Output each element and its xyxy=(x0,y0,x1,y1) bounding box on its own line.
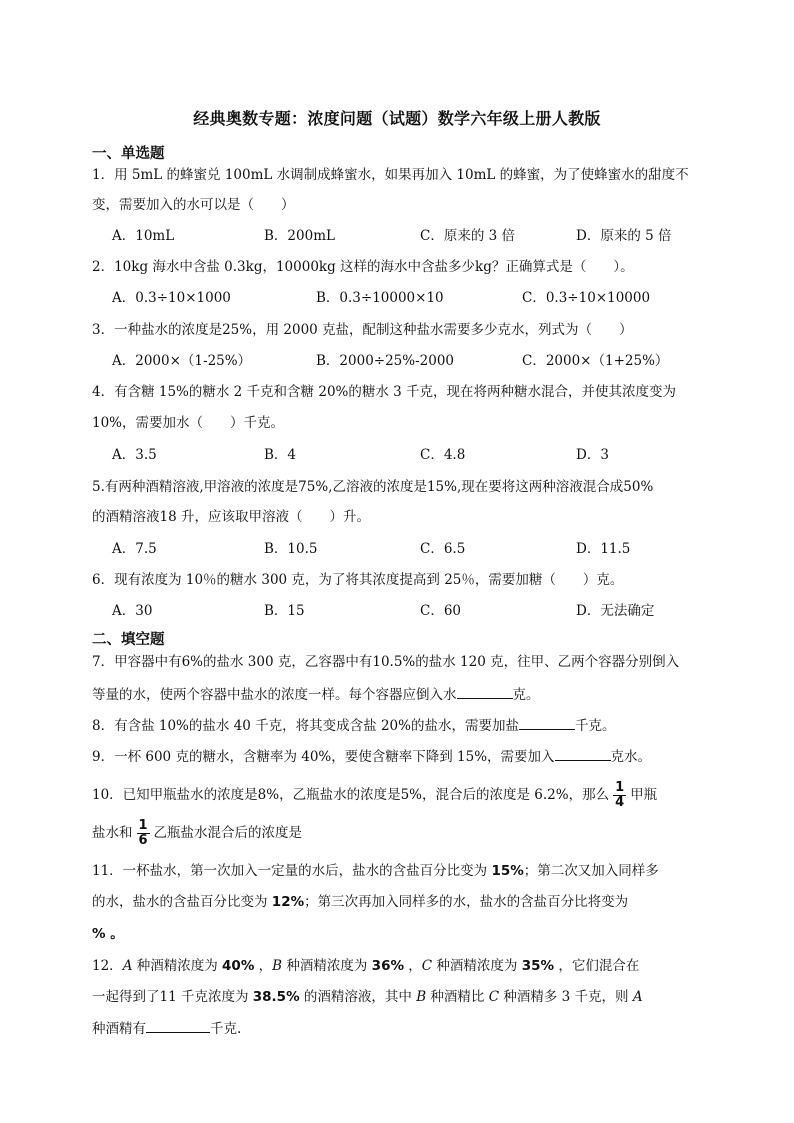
question-6-option-b: B．15 xyxy=(264,603,305,619)
question-8-line-1 xyxy=(92,715,615,736)
question-1-option-b: B．200mL xyxy=(264,228,335,244)
fraction-one-quarter: $\frac{1}{4}$ xyxy=(615,780,625,810)
question-6-option-c: C．60 xyxy=(420,603,462,619)
question-8-answer-blank[interactable] xyxy=(519,715,575,730)
question-10-text-a: 10．已知甲瓶盐水的浓度是8%，乙瓶盐水的浓度是5%，混合后的浓度是 6.2%，那么 xyxy=(92,787,610,803)
variable-a: A xyxy=(122,958,133,974)
question-1-option-a: A．10mL xyxy=(112,228,175,244)
question-1-option-c: C．原来的 3 倍 xyxy=(420,228,516,244)
question-10-text-c: 盐水和 xyxy=(92,825,133,841)
question-6-line-1: 6．现有浓度为 10％的糖水 300 克，为了将其浓度提高到 25％，需要加糖（ ）克。 xyxy=(92,572,624,588)
question-4-line-1: 4．有含糖 15%的糖水 2 千克和含糖 20%的糖水 3 千克，现在将两种糖水混合，并使其浓度变为 xyxy=(92,384,677,400)
question-5-option-b: B．10.5 xyxy=(264,541,318,557)
question-1-line-1: 1．用 5mL 的蜂蜜兑 100mL 水调制成蜂蜜水，如果再加入 10mL 的蜂蜜，为了使蜂蜜水的甜度不 xyxy=(92,167,689,183)
question-5-line-1: 5.有两种酒精溶液,甲溶液的浓度是75%,乙溶液的浓度是15%,现在要将这两种溶液混合成50% xyxy=(92,479,654,495)
question-8-text-a: 8．有含盐 10%的盐水 40 千克，将其变成含盐 20%的盐水，需要加盐 xyxy=(92,718,519,734)
question-10-text-b: 甲瓶 xyxy=(630,787,658,803)
question-8-text-b: 千克。 xyxy=(574,718,616,734)
question-4-option-b: B．4 xyxy=(264,447,297,463)
question-4-line-2: 10%，需要加水（ ）千克。 xyxy=(92,415,285,431)
question-3-option-c: C．2000×（1+25%） xyxy=(522,353,669,369)
question-3-option-b: B．2000÷25%-2000 xyxy=(316,353,455,369)
variable-b: B xyxy=(272,958,283,974)
question-9-line-1 xyxy=(92,746,651,767)
question-9-text-a: 9．一杯 600 克的糖水，含糖率为 40%，要使含糖率下降到 15%，需要加入 xyxy=(92,749,555,765)
question-9-text-b: 克水。 xyxy=(610,749,652,765)
question-10-text-d: 乙瓶盐水混合后的浓度是 xyxy=(153,825,303,841)
question-1-option-d: D．原来的 5 倍 xyxy=(576,228,672,244)
question-11-line-1: 11．一杯盐水，第一次加入一定量的水后，盐水的含盐百分比变为 15%；第二次又加入同样多 xyxy=(92,863,659,879)
question-7-text-b: 克。 xyxy=(512,687,540,703)
question-10-line-2 xyxy=(92,818,302,848)
question-4-option-c: C．4.8 xyxy=(420,447,466,463)
question-6-option-a: A．30 xyxy=(112,603,153,619)
document-title: 经典奥数专题：浓度问题（试题）数学六年级上册人教版 xyxy=(193,109,601,128)
question-10-line-1 xyxy=(92,780,657,810)
question-9-answer-blank[interactable] xyxy=(555,746,611,761)
question-5-line-2: 的酒精溶液18 升，应该取甲溶液（ ）升。 xyxy=(92,509,370,525)
question-12-line-2: 一起得到了11 千克浓度为 38.5% 的酒精溶液，其中 B 种酒精比 C 种酒精多 3 千克，则 A xyxy=(92,989,643,1005)
question-7-text-a: 等量的水，使两个容器中盐水的浓度一样。每个容器应倒入水 xyxy=(92,687,457,703)
question-11-value-12: 12% xyxy=(271,894,305,910)
question-1-line-2: 变，需要加入的水可以是（ ） xyxy=(92,197,295,213)
variable-c: C xyxy=(421,958,433,974)
fraction-one-sixth: $\frac{1}{6}$ xyxy=(138,818,148,848)
question-5-option-c: C．6.5 xyxy=(420,541,466,557)
question-4-option-a: A．3.5 xyxy=(112,447,157,463)
question-3-line-1: 3．一种盐水的浓度是25%，用 2000 克盐，配制这种盐水需要多少克水，列式为（ ） xyxy=(92,322,633,338)
question-2-option-b: B．0.3÷10000×10 xyxy=(316,290,444,306)
question-11-value-15: 15% xyxy=(491,863,524,879)
question-5-option-a: A．7.5 xyxy=(112,541,157,557)
question-12-line-1: 12．A 种酒精浓度为 40% ，B 种酒精浓度为 36% ，C 种酒精浓度为 35% ，它们混合在 xyxy=(92,958,640,974)
question-12-line-3: 种酒精有 千克. xyxy=(92,1018,241,1039)
question-3-option-a: A．2000×（1-25%） xyxy=(112,353,252,369)
question-6-option-d: D．无法确定 xyxy=(576,603,655,619)
question-7-answer-blank[interactable] xyxy=(457,684,513,699)
question-2-line-1: 2．10kg 海水中含盐 0.3kg，10000kg 这样的海水中含盐多少kg？正确算式是（ ）。 xyxy=(92,259,634,275)
question-11-line-3: % 。 xyxy=(92,926,124,942)
section-heading-fill-in: 二、填空题 xyxy=(92,632,165,648)
question-12-answer-blank[interactable] xyxy=(146,1018,210,1033)
question-11-line-2: 的水，盐水的含盐百分比变为 12%；第三次再加入同样多的水，盐水的含盐百分比将变为 xyxy=(92,894,629,910)
question-7-line-2 xyxy=(92,684,540,705)
question-4-option-d: D．3 xyxy=(576,447,609,463)
question-7-line-1: 7．甲容器中有6%的盐水 300 克，乙容器中有10.5%的盐水 120 克，往甲、乙两个容器分别倒入 xyxy=(92,654,680,670)
question-2-option-c: C．0.3÷10×10000 xyxy=(522,290,651,306)
question-5-option-d: D．11.5 xyxy=(576,541,631,557)
question-2-option-a: A．0.3÷10×1000 xyxy=(112,290,231,306)
section-heading-single-choice: 一、单选题 xyxy=(92,146,165,162)
